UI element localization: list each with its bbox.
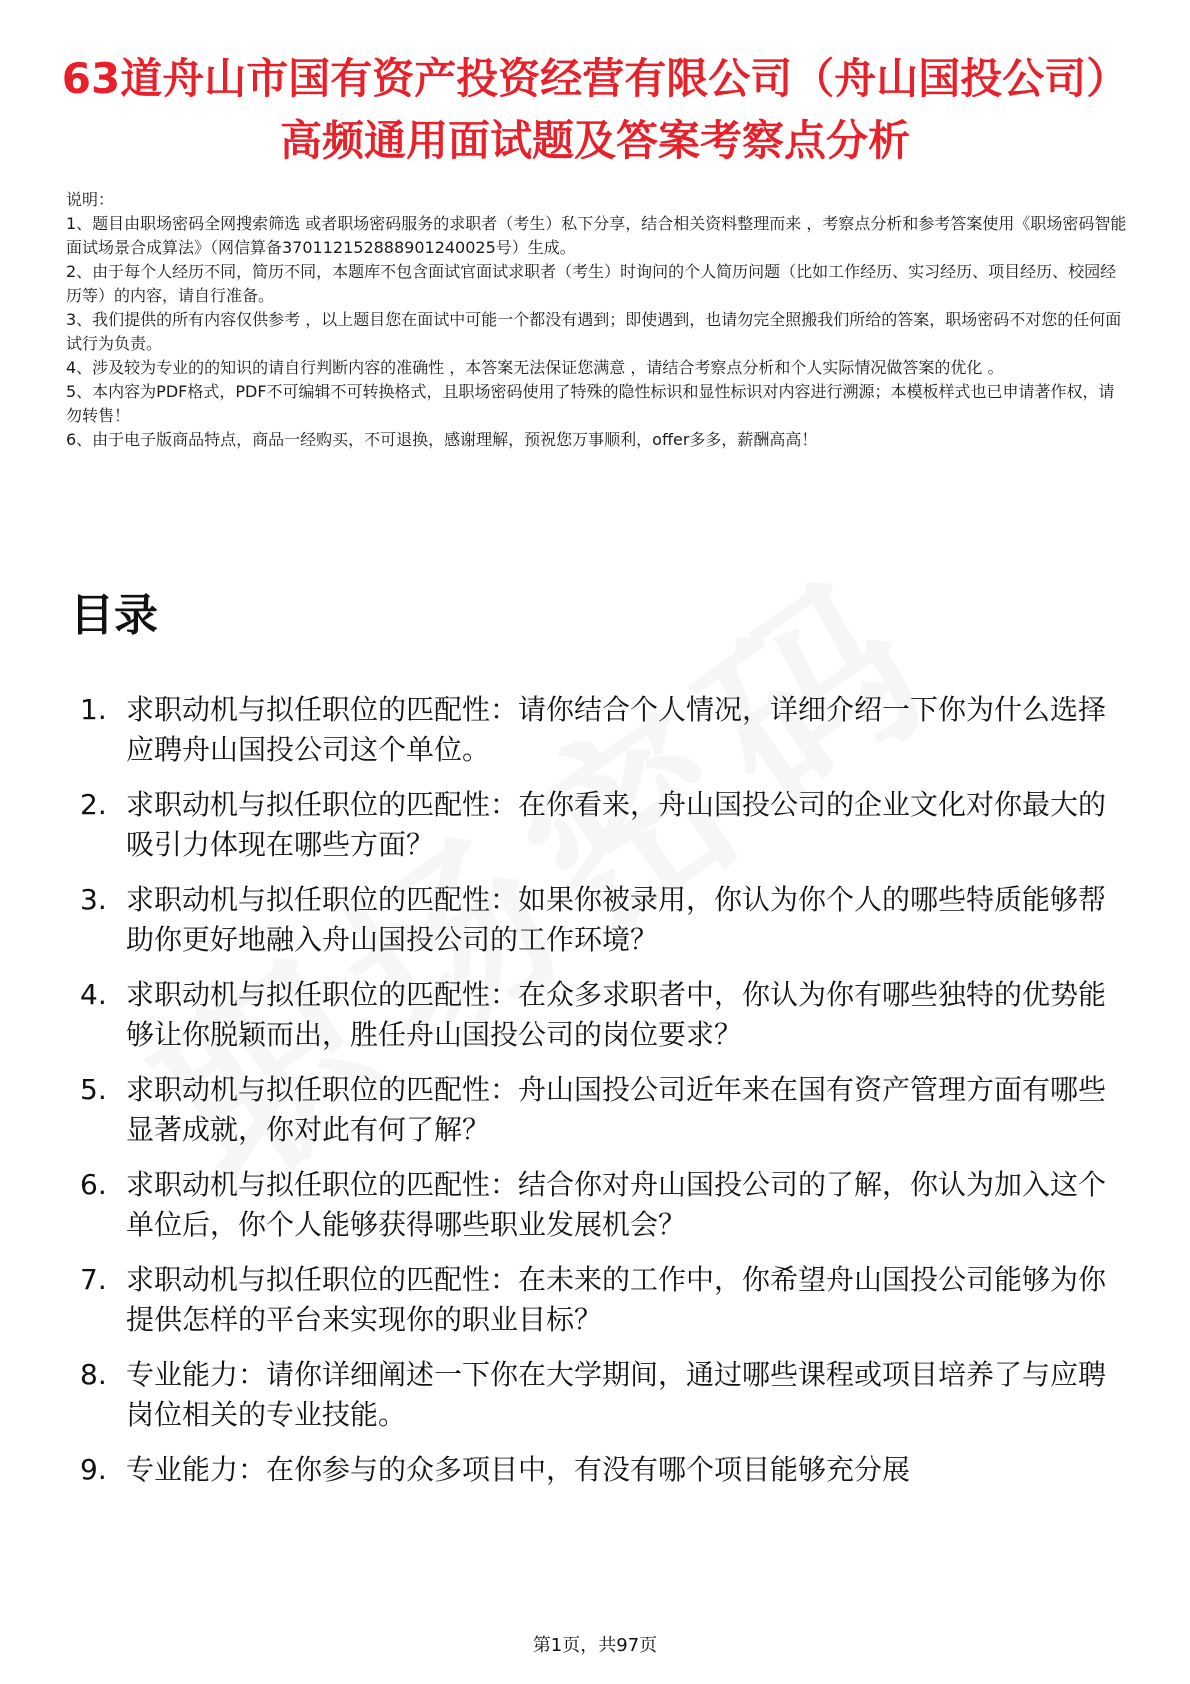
note-item: 1、题目由职场密码全网搜索筛选 或者职场密码服务的求职者（考生）私下分享，结合相关资料整理而来 ，考察点分析和参考答案使用《职场密码智能面试场景合成算法》（网信算备370112152888901240025号）生成。 (66, 214, 1127, 257)
toc-item-number: 1. (80, 693, 107, 726)
toc-item[interactable] (80, 975, 1120, 1055)
table-of-contents (80, 690, 1120, 1505)
toc-item-number: 2. (80, 788, 107, 821)
note-item: 2、由于每个人经历不同，简历不同，本题库不包含面试官面试求职者（考生）时询问的个人简历问题（比如工作经历、实习经历、项目经历、校园经历等）的内容，请自行准备。 (66, 262, 1117, 305)
note-item: 4、涉及较为专业的的知识的请自行判断内容的准确性 ，本答案无法保证您满意 ，请结合考察点分析和个人实际情况做答案的优化 。 (66, 358, 1004, 377)
toc-item-number: 9. (80, 1453, 107, 1486)
toc-item[interactable] (80, 1070, 1120, 1150)
toc-item-number: 8. (80, 1358, 107, 1391)
toc-item[interactable] (80, 690, 1120, 770)
toc-item-text: 专业能力：在你参与的众多项目中，有没有哪个项目能够充分展 (126, 1453, 911, 1486)
toc-item-text: 求职动机与拟任职位的匹配性：在未来的工作中，你希望舟山国投公司能够为你提供怎样的平台来实现你的职业目标？ (126, 1263, 1107, 1336)
toc-item-number: 7. (80, 1263, 107, 1296)
toc-item[interactable] (80, 785, 1120, 865)
note-item: 6、由于电子版商品特点，商品一经购买，不可退换，感谢理解，预祝您万事顺利，offer多多，薪酬高高！ (66, 430, 818, 449)
toc-item-text: 求职动机与拟任职位的匹配性：结合你对舟山国投公司的了解，你认为加入这个单位后，你个人能够获得哪些职业发展机会？ (126, 1168, 1107, 1241)
toc-item[interactable] (80, 1355, 1120, 1435)
note-item: 3、我们提供的所有内容仅供参考 ，以上题目您在面试中可能一个都没有遇到；即使遇到，也请勿完全照搬我们所给的答案，职场密码不对您的任何面试行为负责。 (66, 310, 1122, 353)
note-item: 5、本内容为PDF格式，PDF不可编辑不可转换格式，且职场密码使用了特殊的隐性标识和显性标识对内容进行溯源；本模板样式也已申请著作权，请勿转售！ (66, 382, 1115, 425)
document-title: 63道舟山市国有资产投资经营有限公司（舟山国投公司）高频通用面试题及答案考察点分析 (61, 54, 1129, 165)
notes-heading: 说明： (66, 190, 115, 209)
toc-item-number: 4. (80, 978, 107, 1011)
toc-item[interactable] (80, 1450, 1120, 1490)
toc-item-text: 求职动机与拟任职位的匹配性：舟山国投公司近年来在国有资产管理方面有哪些显著成就，你对此有何了解？ (126, 1073, 1107, 1146)
toc-item[interactable] (80, 880, 1120, 960)
toc-item-number: 6. (80, 1168, 107, 1201)
notes-block (66, 188, 1128, 452)
toc-item-number: 5. (80, 1073, 107, 1106)
toc-item-text: 求职动机与拟任职位的匹配性：在众多求职者中，你认为你有哪些独特的优势能够让你脱颖而出，胜任舟山国投公司的岗位要求？ (126, 978, 1107, 1051)
toc-item-text: 求职动机与拟任职位的匹配性：在你看来，舟山国投公司的企业文化对你最大的吸引力体现在哪些方面？ (126, 788, 1107, 861)
toc-item-number: 3. (80, 883, 107, 916)
toc-item[interactable] (80, 1260, 1120, 1340)
page-footer: 第1页，共97页 (532, 1635, 658, 1656)
toc-item-text: 专业能力：请你详细阐述一下你在大学期间，通过哪些课程或项目培养了与应聘岗位相关的专业技能。 (126, 1358, 1107, 1431)
toc-item-text: 求职动机与拟任职位的匹配性：请你结合个人情况，详细介绍一下你为什么选择应聘舟山国投公司这个单位。 (126, 693, 1107, 766)
toc-heading: 目录 (70, 590, 158, 641)
toc-item-text: 求职动机与拟任职位的匹配性：如果你被录用，你认为你个人的哪些特质能够帮助你更好地融入舟山国投公司的工作环境？ (126, 883, 1107, 956)
toc-item[interactable] (80, 1165, 1120, 1245)
